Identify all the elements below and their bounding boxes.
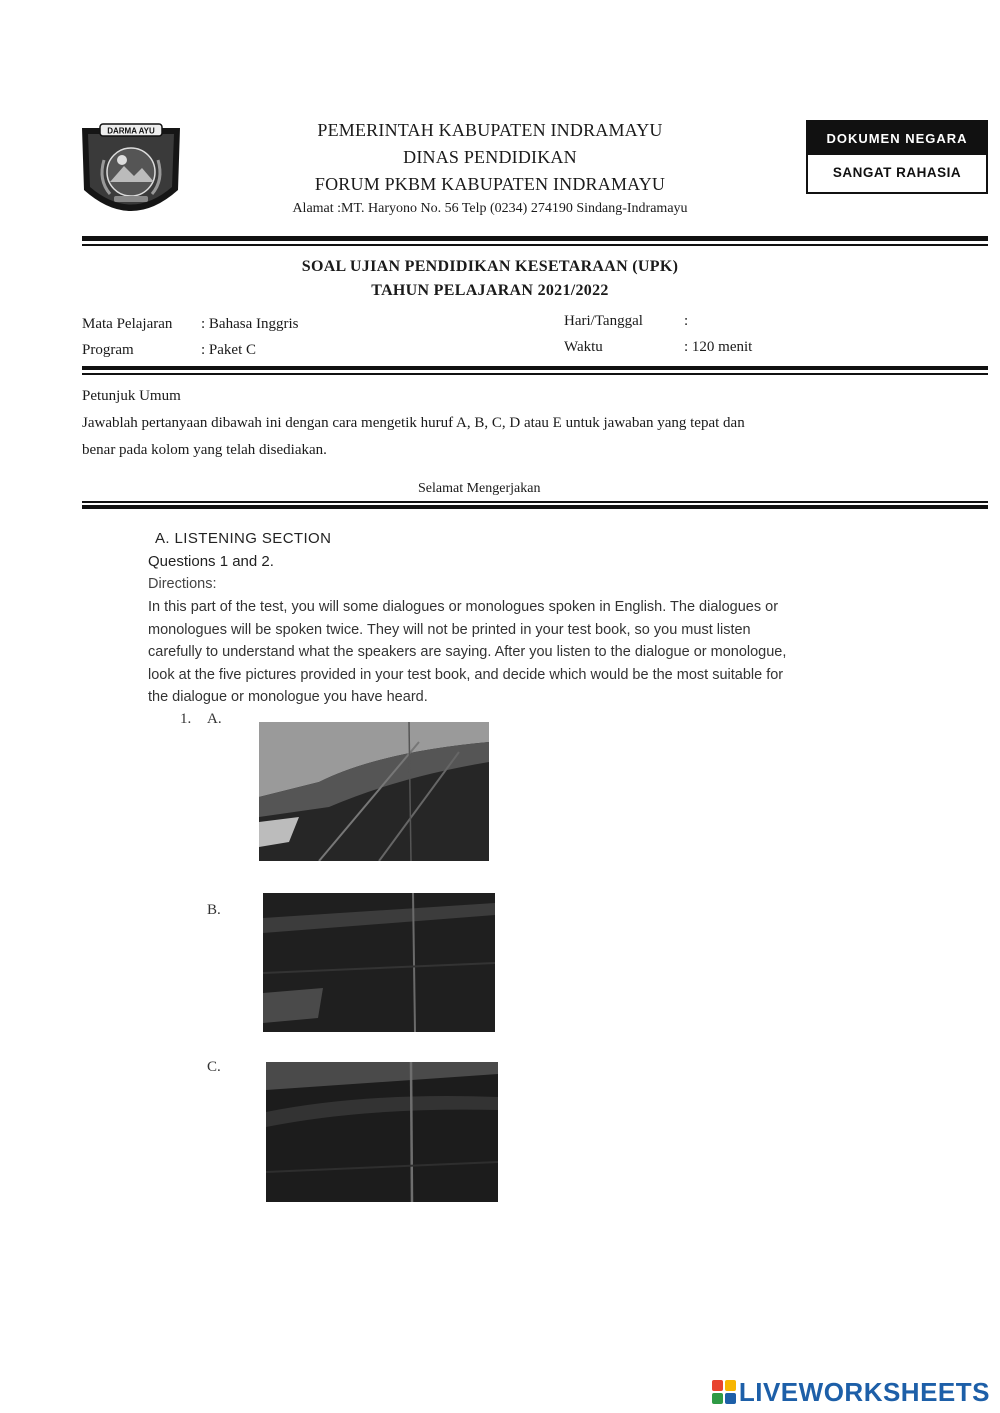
option-b-label: B. xyxy=(207,902,221,918)
section-heading: A. LISTENING SECTION xyxy=(155,530,332,547)
classification-top: DOKUMEN NEGARA xyxy=(808,122,986,155)
date-value: : xyxy=(684,313,689,329)
option-a-label: A. xyxy=(207,711,222,727)
date-label: Hari/Tanggal xyxy=(564,313,643,329)
time-value: : 120 menit xyxy=(684,339,753,355)
directions-label: Directions: xyxy=(148,576,217,592)
subject-label: Mata Pelajaran xyxy=(82,316,173,332)
logo-lettering: DARMA AYU xyxy=(107,126,155,136)
logo-tile xyxy=(725,1380,736,1391)
exam-year: TAHUN PELAJARAN 2021/2022 xyxy=(371,282,609,299)
header-address: Alamat :MT. Haryono No. 56 Telp (0234) 274190 Sindang-Indramayu xyxy=(292,201,688,216)
instructions-line-1: Jawablah pertanyaan dibawah ini dengan cara mengetik huruf A, B, C, D atau E untuk jawaban yang tepat dan xyxy=(82,415,745,431)
option-a-picture[interactable] xyxy=(259,722,489,861)
directions-line: carefully to understand what the speakers are saying. After you listen to the dialogue or monologue, xyxy=(148,644,787,660)
option-c-picture[interactable] xyxy=(266,1062,498,1202)
logo-tile xyxy=(725,1393,736,1404)
exam-title: SOAL UJIAN PENDIDIKAN KESETARAAN (UPK) xyxy=(301,258,679,275)
classification-box xyxy=(806,120,988,194)
logo-tile xyxy=(712,1380,723,1391)
time-label: Waktu xyxy=(564,339,603,355)
liveworksheets-brand: LIVEWORKSHEETS xyxy=(738,1376,990,1407)
header-department: DINAS PENDIDIKAN xyxy=(403,147,577,167)
header-divider-thin xyxy=(82,244,988,246)
logo-tile xyxy=(712,1393,723,1404)
meta-divider-thin xyxy=(82,373,988,375)
header-divider xyxy=(82,236,988,241)
directions-text xyxy=(148,596,936,709)
program-value: : Paket C xyxy=(201,342,256,358)
classification-bottom: SANGAT RAHASIA xyxy=(832,165,962,180)
liveworksheets-watermark xyxy=(712,1377,990,1407)
subject-value: : Bahasa Inggris xyxy=(201,316,299,332)
questions-range: Questions 1 and 2. xyxy=(148,553,274,570)
regency-logo xyxy=(78,120,184,232)
liveworksheets-logo-icon xyxy=(712,1380,736,1404)
directions-line: the dialogue or monologue you have heard. xyxy=(148,689,428,705)
header-government: PEMERINTAH KABUPATEN INDRAMAYU xyxy=(317,120,663,140)
instructions-line-2: benar pada kolom yang telah disediakan. xyxy=(82,442,327,458)
instructions-heading: Petunjuk Umum xyxy=(82,388,181,404)
directions-line: monologues will be spoken twice. They will not be printed in your test book, so you must listen xyxy=(148,621,751,638)
question-number: 1. xyxy=(180,711,192,727)
option-c-label: C. xyxy=(207,1059,221,1075)
directions-line: In this part of the test, you will some dialogues or monologues spoken in English. The dialogues or xyxy=(148,599,779,615)
directions-line: look at the five pictures provided in your test book, and decide which would be the most suitable for xyxy=(148,666,784,683)
closing-text: Selamat Mengerjakan xyxy=(418,481,541,496)
meta-divider xyxy=(82,366,988,370)
option-b-picture[interactable] xyxy=(263,893,495,1032)
instructions-divider-thin xyxy=(82,501,988,503)
instructions-divider xyxy=(82,505,988,509)
program-label: Program xyxy=(82,342,134,358)
header-forum: FORUM PKBM KABUPATEN INDRAMAYU xyxy=(314,174,666,194)
